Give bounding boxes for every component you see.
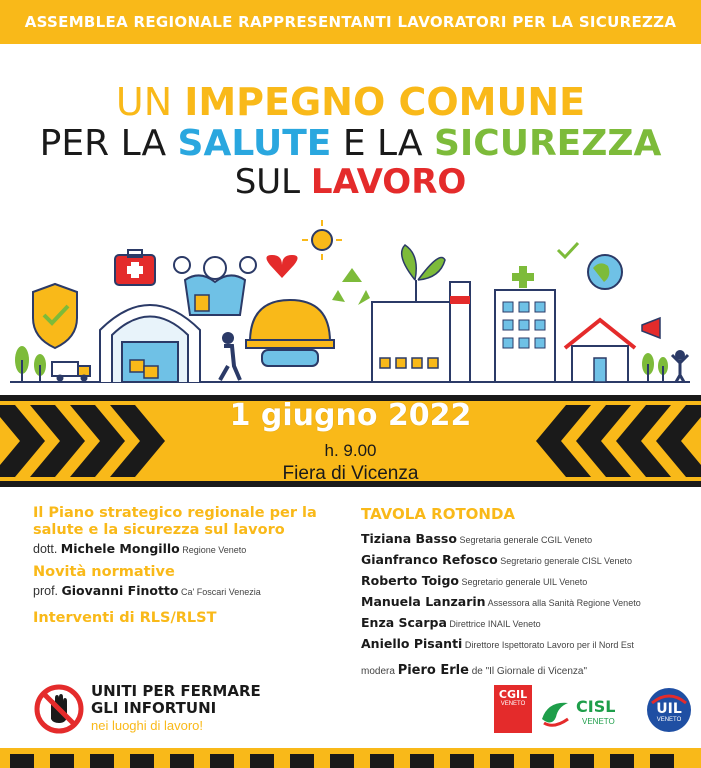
panel-speaker-role: Direttrice INAIL Veneto xyxy=(446,619,541,629)
panel-speaker xyxy=(361,634,696,655)
slogan-line-1: UNITI PER FERMARE xyxy=(91,682,261,700)
headline-un: UN xyxy=(115,80,185,124)
slogan-block xyxy=(33,681,293,741)
cgil-logo-text: CGIL xyxy=(498,688,528,701)
house-icon xyxy=(565,320,635,382)
shield-check-icon xyxy=(33,284,77,348)
event-time: h. 9.00 xyxy=(324,441,377,460)
cisl-logo-text: CISL xyxy=(576,697,616,716)
panel-speaker-name: Enza Scarpa xyxy=(361,615,447,630)
moderator-role: de "Il Giornale di Vicenza" xyxy=(468,666,588,677)
panel-speaker xyxy=(361,571,696,592)
panel-speaker-name: Aniello Pisanti xyxy=(361,636,463,651)
headline-line-3 xyxy=(0,162,701,202)
slogan-text xyxy=(91,683,261,733)
sun-icon xyxy=(302,220,342,260)
panel-speaker-name: Gianfranco Refosco xyxy=(361,552,498,567)
factory-icon xyxy=(372,282,470,382)
speaker-name: Giovanni Finotto xyxy=(61,583,179,598)
event-place: Fiera di Vicenza xyxy=(282,463,419,484)
moderator-name: Piero Erle xyxy=(397,663,469,678)
panel-speaker-role: Assessora alla Sanità Regione Veneto xyxy=(485,598,641,608)
panel-speaker-role: Segretario generale UIL Veneto xyxy=(459,577,588,587)
safety-helmet-icon xyxy=(246,300,334,366)
panel-speaker-name: Tiziana Basso xyxy=(361,531,457,546)
round-table-title: TAVOLA ROTONDA xyxy=(361,505,516,523)
tree-icon xyxy=(658,357,668,382)
headline-per-la: PER LA xyxy=(39,123,178,164)
speaker-prefix: prof. xyxy=(33,584,62,598)
program-column xyxy=(33,505,333,627)
speaker-name: Michele Mongillo xyxy=(60,541,180,556)
section-piano-strategico-title: Il Piano strategico regionale per la salute e la sicurezza sul lavoro xyxy=(33,505,317,538)
banner-text: ASSEMBLEA REGIONALE RAPPRESENTANTI LAVORATORI PER LA SICUREZZA xyxy=(24,13,677,31)
warehouse-icon xyxy=(100,305,200,382)
recycle-icon xyxy=(332,268,370,305)
slogan-line-2: GLI INFORTUNI xyxy=(91,699,217,717)
bottom-warning-stripes xyxy=(0,748,701,768)
cisl-logo xyxy=(538,693,626,735)
headline-line-2 xyxy=(0,123,701,164)
panel-speaker-role: Segretario generale CISL Veneto xyxy=(497,556,632,566)
waving-person-icon xyxy=(672,350,688,382)
headline-line-1 xyxy=(0,80,701,124)
speaker-role: Ca' Foscari Venezia xyxy=(178,587,261,597)
speaker-role: Regione Veneto xyxy=(179,545,247,555)
strong-worker-icon xyxy=(174,257,256,315)
tree-icon xyxy=(34,354,46,382)
cgil-logo-sub: VENETO xyxy=(500,701,526,707)
moderator xyxy=(361,663,696,678)
panel-speaker-name: Roberto Toigo xyxy=(361,573,459,588)
event-info xyxy=(0,398,701,485)
hospital-building-icon xyxy=(495,243,578,382)
first-aid-kit-icon xyxy=(115,250,155,285)
event-date: 1 giugno 2022 xyxy=(229,398,472,433)
panel-speaker xyxy=(361,592,696,613)
moderator-prefix: modera xyxy=(361,666,398,677)
panel-speaker-name: Manuela Lanzarin xyxy=(361,594,486,609)
uil-logo-text: UIL xyxy=(656,701,682,717)
panel-speaker xyxy=(361,550,696,571)
headline-sul: SUL xyxy=(234,162,311,202)
walking-person-icon xyxy=(220,332,240,380)
tree-icon xyxy=(15,346,29,382)
speaker-prefix: dott. xyxy=(33,542,61,556)
headline-sicurezza: SICUREZZA xyxy=(433,123,662,164)
tree-icon xyxy=(642,353,654,382)
cisl-logo-sub: VENETO xyxy=(582,717,615,726)
uil-logo xyxy=(644,685,694,735)
speaker-mongillo xyxy=(33,541,333,556)
headline-e-la: E LA xyxy=(331,123,434,164)
stop-hand-icon xyxy=(33,683,85,735)
section-novita-title: Novità normative xyxy=(33,564,175,580)
panel-speaker xyxy=(361,529,696,550)
uil-logo-sub: VENETO xyxy=(656,717,682,723)
headline-lavoro: LAVORO xyxy=(310,162,467,202)
workplace-safety-illustration xyxy=(0,210,701,395)
slogan-line-3: nei luoghi di lavoro! xyxy=(91,718,204,733)
section-interventi-title: Interventi di RLS/RLST xyxy=(33,610,217,626)
headline-impegno-comune: IMPEGNO COMUNE xyxy=(184,80,586,124)
cgil-logo xyxy=(494,685,532,733)
megaphone-icon xyxy=(642,318,660,338)
top-banner xyxy=(0,0,701,44)
panel-speaker-role: Direttore Ispettorato Lavoro per il Nord Est xyxy=(462,640,634,650)
round-table-column xyxy=(361,505,696,678)
globe-icon xyxy=(588,255,622,289)
speaker-finotto xyxy=(33,583,333,598)
cisl-swoosh-icon xyxy=(538,697,578,731)
plant-sprout-icon xyxy=(402,245,445,302)
delivery-truck-icon xyxy=(52,362,90,382)
headline-salute: SALUTE xyxy=(177,123,332,164)
panel-speaker xyxy=(361,613,696,634)
bottom-stripe-band xyxy=(0,748,701,768)
heart-icon xyxy=(266,255,297,278)
panel-speaker-role: Segretaria generale CGIL Veneto xyxy=(456,535,593,545)
union-logos xyxy=(494,685,694,740)
